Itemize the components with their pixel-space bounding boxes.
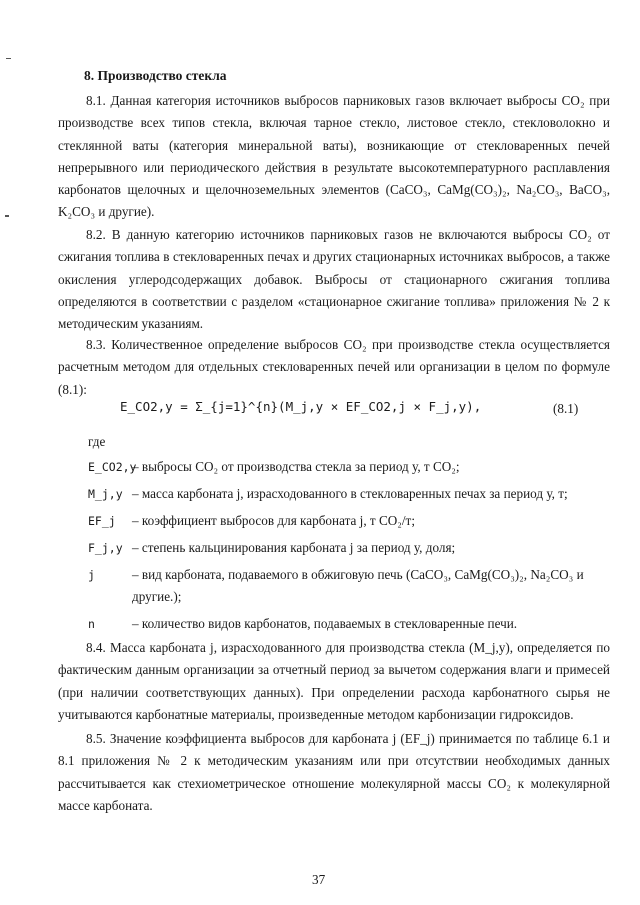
definition-text: – выбросы CO₂ от производства стекла за период у, т CO₂; — [132, 459, 460, 474]
scan-mark — [5, 215, 9, 217]
definition-symbol: F_j,y — [88, 541, 123, 555]
page-number: 37 — [312, 872, 326, 887]
definition-text: – коэффициент выбросов для карбоната j, т CO₂/т; — [132, 513, 415, 528]
definition-symbol: n — [88, 617, 95, 631]
paragraph-8-3: 8.3. Количественное определение выбросов CO₂ при производстве стекла осуществляется расчетным методом для отдельных стекловаренных печей или организации в целом по формуле (8.1): — [58, 337, 610, 397]
definition-row — [88, 510, 608, 532]
formula-number: (8.1) — [553, 401, 579, 416]
definition-text: – вид карбоната, подаваемого в обжиговую печь (CaCO₃, CaMg(CO₃)₂, Na₂CO₃ и другие.); — [132, 567, 584, 604]
paragraph-8-4: 8.4. Масса карбоната j, израсходованного для производства стекла (M_j,y), определяется по фактическим данным организации за отчетный период за вычетом содержания влаги и примесей (при наличии соответствующих данных). При определении расхода карбонатного сырья не учитываются карбонатные материалы, произведенные методом карбонизации гидроксидов. — [58, 640, 610, 722]
paragraph-8-1: 8.1. Данная категория источников выбросов парниковых газов включает выбросы CO₂ при производстве всех типов стекла, включая тарное стекло, листовое стекло, стекловолокно и стеклянной ваты (категория минеральной ваты), возникающие от стекловаренных печей непрерывного или периодического действия в результате высокотемпературного расплавления карбонатов щелочных и щелочноземельных элементов (CaCO₃, CaMg(CO₃)₂, Na₂CO₃, BaCO₃, K₂CO₃ и другие). — [58, 93, 610, 220]
formula-text: E_CO2,y = Σ_{j=1}^{n}(M_j,y × EF_CO2,j × F_j,y), — [120, 399, 482, 414]
definition-text: – количество видов карбонатов, подаваемых в стекловаренные печи. — [132, 616, 518, 631]
definition-row — [88, 613, 608, 635]
definition-row — [88, 483, 608, 505]
definition-row — [88, 456, 608, 478]
where-label: где — [88, 434, 106, 449]
definition-symbol: EF_j — [88, 514, 116, 528]
definition-row — [88, 564, 608, 608]
emission-formula — [120, 399, 481, 414]
definition-row — [88, 537, 608, 559]
definition-symbol: M_j,y — [88, 487, 123, 501]
definition-text: – масса карбоната j, израсходованного в стекловаренных печах за период у, т; — [132, 486, 568, 501]
definition-text: – степень кальцинирования карбоната j за период у, доля; — [132, 540, 456, 555]
definition-symbol: j — [88, 568, 95, 582]
paragraph-8-5: 8.5. Значение коэффициента выбросов для карбоната j (EF_j) принимается по таблице 6.1 и 8.1 приложения № 2 к методическим указаниям или при отсутствии необходимых данных рассчитывается как стехиометрическое отношение молекулярной массы CO₂ к молекулярной массе карбоната. — [58, 731, 610, 813]
variable-definitions — [88, 456, 608, 640]
section-heading: 8. Производство стекла — [84, 68, 227, 83]
scan-mark — [6, 58, 11, 59]
definition-symbol: E_CO2,y — [88, 460, 137, 474]
paragraph-8-2: 8.2. В данную категорию источников парниковых газов не включаются выбросы CO₂ от сжигания топлива в стекловаренных печах и других стационарных источниках выбросов, а также окисления углеродсодержащих добавок. Выбросы от стационарного сжигания топлива определяются в соответствии с разделом «стационарное сжигание топлива» приложения № 2 к методическим указаниям. — [58, 227, 610, 332]
